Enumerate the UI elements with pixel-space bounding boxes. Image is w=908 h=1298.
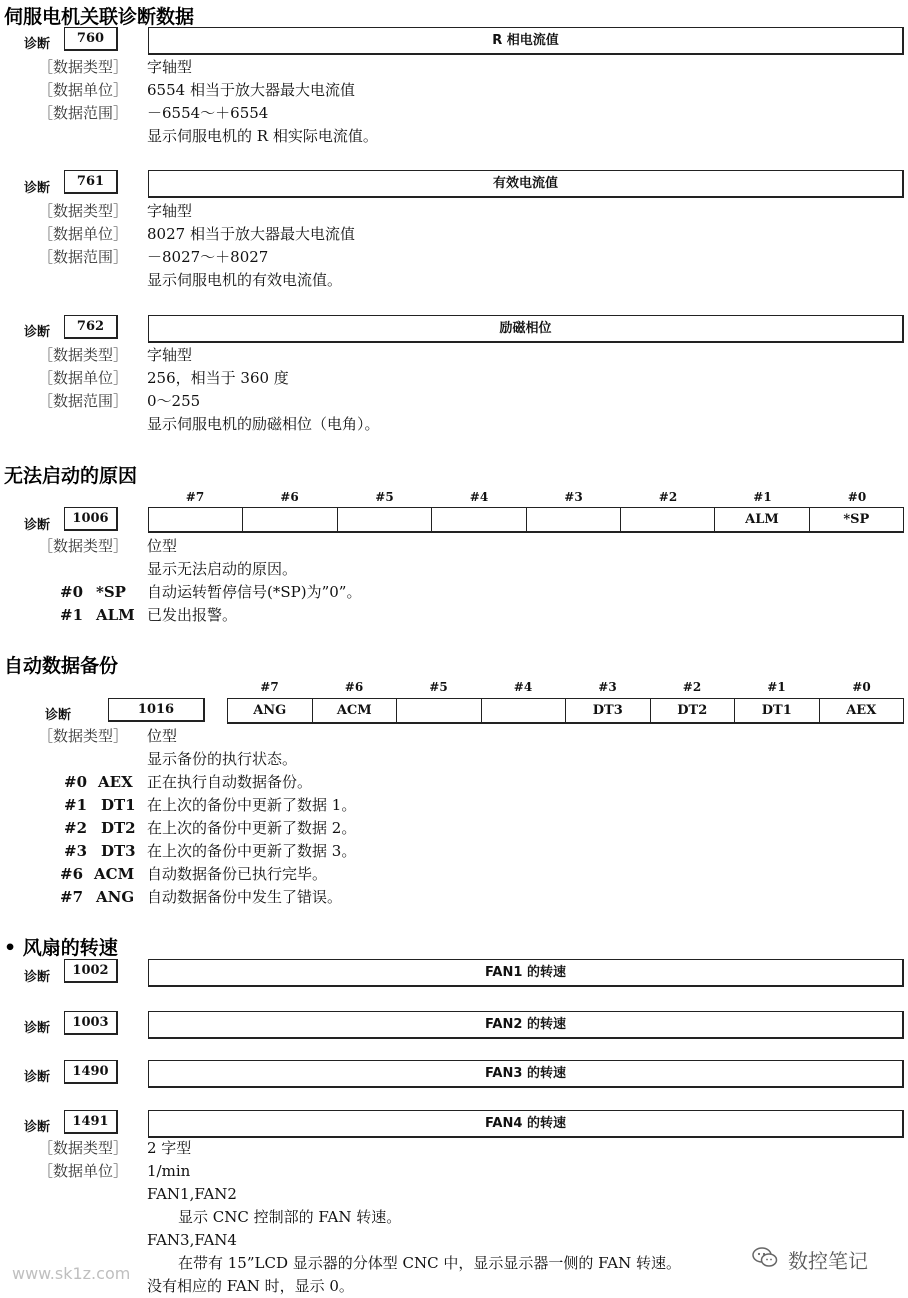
- description: 显示伺服电机的 R 相实际电流值。: [147, 127, 378, 145]
- description: 显示伺服电机的有效电流值。: [147, 271, 343, 289]
- fan12-description: 显示 CNC 控制部的 FAN 转速。: [178, 1208, 402, 1226]
- type-key: ［数据类型］: [38, 202, 129, 220]
- type-key: ［数据类型］: [38, 346, 129, 364]
- bit-number: #7: [60, 888, 84, 906]
- bit-row: [148, 507, 904, 533]
- unit-value: 256，相当于 360 度: [147, 369, 289, 387]
- bit-description: 在上次的备份中更新了数据 1。: [147, 796, 357, 814]
- type-value: 字轴型: [147, 58, 193, 76]
- diag-title: FAN4 的转速: [148, 1110, 904, 1138]
- bit-cell: [243, 508, 337, 531]
- type-value: 2 字型: [147, 1139, 192, 1157]
- bit-cell: [149, 508, 243, 531]
- diag-number: 1003: [64, 1011, 118, 1035]
- bit-name: AEX: [98, 773, 133, 791]
- unit-value: 8027 相当于放大器最大电流值: [147, 225, 355, 243]
- bit-number: #1: [60, 606, 84, 624]
- type-key: ［数据类型］: [38, 1139, 129, 1157]
- diag-label: 诊断: [24, 1120, 51, 1135]
- range-value: －6554～＋6554: [147, 104, 269, 122]
- diag-label: 诊断: [24, 1070, 51, 1085]
- section-heading-servo: 伺服电机关联诊断数据: [4, 6, 195, 28]
- section-heading-start-failure: 无法启动的原因: [4, 465, 138, 487]
- no-fan-description: 没有相应的 FAN 时，显示 0。: [147, 1277, 354, 1295]
- type-value: 字轴型: [147, 202, 193, 220]
- type-value: 位型: [147, 537, 178, 555]
- bit-name: DT2: [101, 819, 136, 837]
- bit-cell: DT3: [566, 699, 651, 722]
- bit-cell: [482, 699, 567, 722]
- bit-name: ANG: [96, 888, 135, 906]
- unit-key: ［数据单位］: [38, 369, 129, 387]
- diag-title: 有效电流值: [148, 170, 904, 198]
- diag-number: 1006: [64, 507, 118, 531]
- unit-key: ［数据单位］: [38, 225, 129, 243]
- bit-name: ACM: [94, 865, 135, 883]
- bit-header: #6: [280, 490, 299, 504]
- diag-label: 诊断: [24, 325, 51, 340]
- diag-label: 诊断: [24, 1021, 51, 1036]
- description: 显示无法启动的原因。: [147, 560, 298, 578]
- bit-cell: DT1: [735, 699, 820, 722]
- diag-number: 1491: [64, 1110, 118, 1134]
- diag-number: 1490: [64, 1060, 118, 1084]
- range-key: ［数据范围］: [38, 104, 129, 122]
- wechat-icon: [752, 1246, 778, 1268]
- range-value: －8027～＋8027: [147, 248, 269, 266]
- type-key: ［数据类型］: [38, 727, 129, 745]
- diag-label: 诊断: [24, 181, 51, 196]
- bit-description: 在上次的备份中更新了数据 3。: [147, 842, 357, 860]
- section-heading-auto-backup: 自动数据备份: [4, 655, 119, 677]
- diag-number: 1016: [108, 698, 205, 722]
- type-value: 位型: [147, 727, 178, 745]
- bit-name: DT3: [101, 842, 136, 860]
- unit-key: ［数据单位］: [38, 1162, 129, 1180]
- diag-number: 761: [64, 170, 118, 194]
- type-value: 字轴型: [147, 346, 193, 364]
- range-key: ［数据范围］: [38, 392, 129, 410]
- bit-description: 自动数据备份中发生了错误。: [147, 888, 343, 906]
- bit-number: #1: [64, 796, 88, 814]
- bit-cell: ACM: [313, 699, 398, 722]
- bit-description: 在上次的备份中更新了数据 2。: [147, 819, 357, 837]
- unit-key: ［数据单位］: [38, 81, 129, 99]
- type-key: ［数据类型］: [38, 58, 129, 76]
- fan34-label: FAN3,FAN4: [147, 1231, 237, 1249]
- bit-cell: ALM: [715, 508, 809, 531]
- watermark-brand: 数控笔记: [788, 1249, 868, 1273]
- diag-title: R 相电流值: [148, 27, 904, 55]
- diag-label: 诊断: [24, 970, 51, 985]
- diag-title: FAN2 的转速: [148, 1011, 904, 1039]
- description: 显示伺服电机的励磁相位（电角）。: [147, 415, 380, 433]
- diag-number: 1002: [64, 959, 118, 983]
- bit-cell: [397, 699, 482, 722]
- bit-cell: [338, 508, 432, 531]
- bit-description: 自动运转暂停信号(*SP)为”0”。: [147, 583, 362, 601]
- watermark-url: www.sk1z.com: [12, 1264, 131, 1283]
- bit-header: #2: [682, 680, 702, 694]
- bit-number: #3: [64, 842, 88, 860]
- diag-number: 762: [64, 315, 118, 339]
- bit-header: #1: [767, 680, 786, 694]
- bit-header: #3: [598, 680, 617, 694]
- diag-label: 诊断: [24, 37, 51, 52]
- bit-header: #6: [344, 680, 364, 694]
- bit-header: #4: [469, 490, 489, 504]
- bit-name: DT1: [101, 796, 136, 814]
- bit-number: #6: [60, 865, 84, 883]
- bit-description: 正在执行自动数据备份。: [147, 773, 313, 791]
- range-value: 0～255: [147, 392, 201, 410]
- fan34-description: 在带有 15”LCD 显示器的分体型 CNC 中，显示显示器一侧的 FAN 转速。: [178, 1254, 681, 1272]
- bit-number: #0: [64, 773, 88, 791]
- bit-cell: DT2: [651, 699, 736, 722]
- diag-title: 励磁相位: [148, 315, 904, 343]
- bit-header: #7: [260, 680, 279, 694]
- bit-cell: [621, 508, 715, 531]
- diag-title: FAN1 的转速: [148, 959, 904, 987]
- bit-header: #0: [852, 680, 871, 694]
- bit-cell: *SP: [843, 512, 870, 527]
- bit-number: #0: [60, 583, 84, 601]
- bit-description: 自动数据备份已执行完毕。: [147, 865, 328, 883]
- unit-value: 6554 相当于放大器最大电流值: [147, 81, 355, 99]
- diag-label: 诊断: [45, 708, 72, 723]
- bit-header: #3: [564, 490, 583, 504]
- bit-header: #2: [658, 490, 678, 504]
- diag-label: 诊断: [24, 518, 51, 533]
- bit-name: ALM: [96, 606, 135, 624]
- type-key: ［数据类型］: [38, 537, 129, 555]
- bit-header: #7: [185, 490, 205, 504]
- fan12-label: FAN1,FAN2: [147, 1185, 237, 1203]
- unit-value: 1/min: [147, 1162, 191, 1180]
- diag-title: FAN3 的转速: [148, 1060, 904, 1088]
- diag-number: 760: [64, 27, 118, 51]
- bit-header: #4: [513, 680, 533, 694]
- description: 显示备份的执行状态。: [147, 750, 298, 768]
- bit-number: #2: [64, 819, 88, 837]
- range-key: ［数据范围］: [38, 248, 129, 266]
- bit-header: #5: [375, 490, 394, 504]
- bit-name: *SP: [96, 583, 126, 601]
- bit-cell: ANG: [228, 699, 313, 722]
- bit-row: [227, 698, 904, 724]
- bit-description: 已发出报警。: [147, 606, 238, 624]
- bit-cell: AEX: [846, 703, 877, 718]
- bit-cell: [527, 508, 621, 531]
- bit-header: #0: [847, 490, 867, 504]
- bit-cell: [432, 508, 526, 531]
- section-heading-fan-speed: • 风扇的转速: [4, 937, 118, 959]
- bit-header: #5: [429, 680, 448, 694]
- bit-header: #1: [753, 490, 772, 504]
